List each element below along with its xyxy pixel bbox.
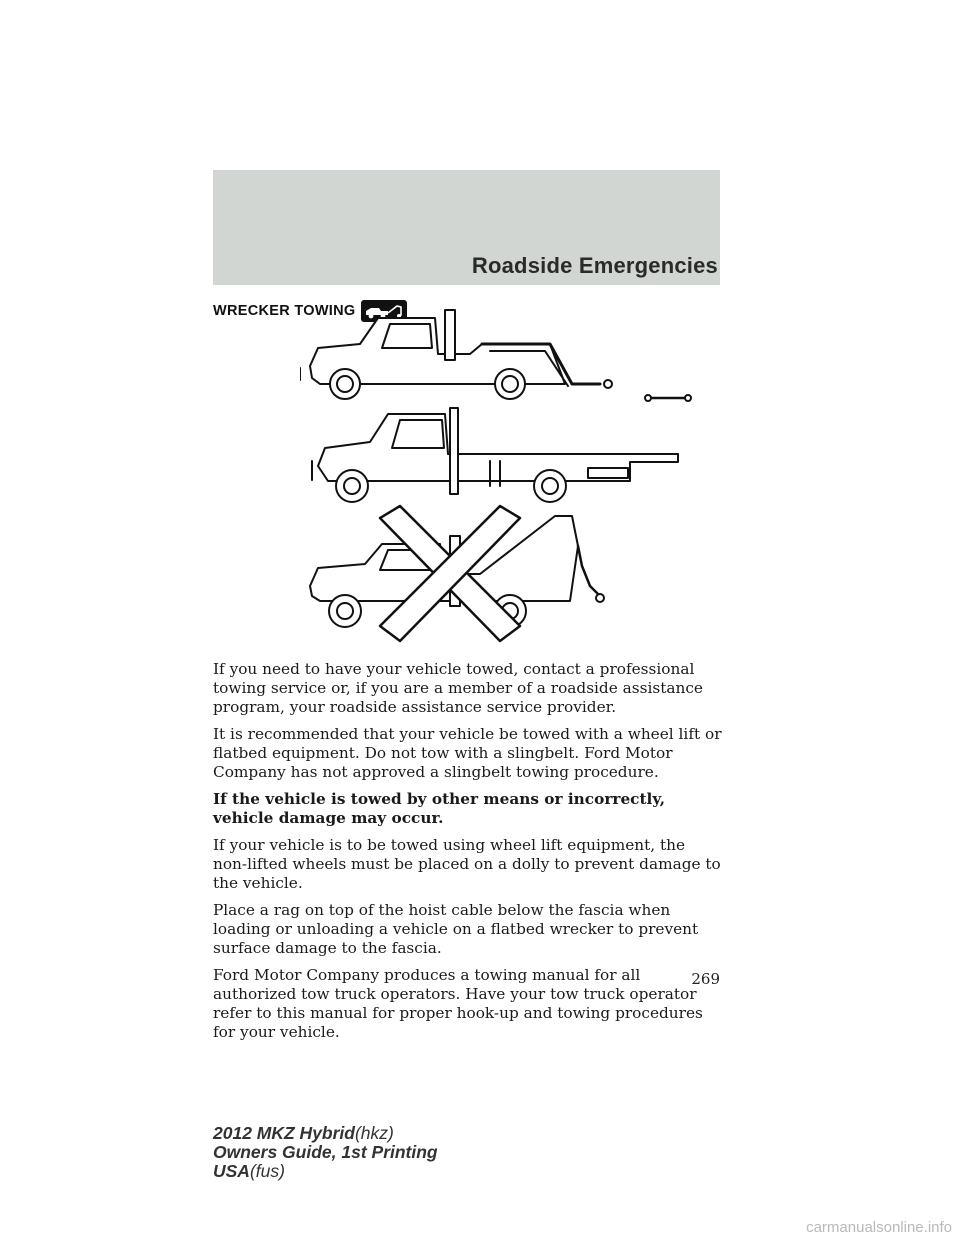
paragraph-dolly: If your vehicle is to be towed using wheel lift equipment, the non-lifted wheels must be placed on a dolly to prevent damage to the vehicle. <box>213 836 721 892</box>
footer-printing: Owners Guide, 1st Printing <box>213 1142 438 1162</box>
footer-market: USA <box>213 1161 250 1181</box>
paragraph-damage-warning: If the vehicle is towed by other means or incorrectly, vehicle damage may occur. <box>213 790 666 827</box>
section-title: Roadside Emergencies <box>471 253 718 278</box>
body-text <box>213 660 723 1050</box>
towing-illustrations <box>300 306 710 651</box>
paragraph-towing-manual: Ford Motor Company produces a towing manual for all authorized tow truck operators. Have your tow truck operator refer to this manual for proper hook-up and towing procedures for your vehicle. <box>213 966 703 1041</box>
slingbelt-tow-truck-figure <box>310 506 604 641</box>
paragraph-professional-towing: If you need to have your vehicle towed, contact a professional towing service or, if you are a member of a roadside assistance program, your roadside assistance service provider. <box>213 660 703 716</box>
paragraph-wheel-lift-recommendation: It is recommended that your vehicle be towed with a wheel lift or flatbed equipment. Do not tow with a slingbelt. Ford Motor Company has not approved a slingbelt towing procedure. <box>213 725 722 781</box>
footer-edition-info <box>213 1124 438 1181</box>
page-number: 269 <box>691 970 720 988</box>
flatbed-tow-truck-figure <box>312 408 678 502</box>
watermark: carmanualsonline.info <box>806 1219 952 1236</box>
footer-market-code: (fus) <box>249 1161 285 1181</box>
footer-model: 2012 MKZ Hybrid <box>213 1123 355 1143</box>
section-header-band <box>213 170 720 285</box>
paragraph-rag-hoist-cable: Place a rag on top of the hoist cable below the fascia when loading or unloading a vehicle on a flatbed wrecker to prevent surface damage to the fascia. <box>213 901 699 957</box>
heading-title: WRECKER TOWING <box>213 303 356 319</box>
footer-model-code: (hkz) <box>354 1123 394 1143</box>
wheel-lift-tow-truck-figure <box>300 310 691 401</box>
